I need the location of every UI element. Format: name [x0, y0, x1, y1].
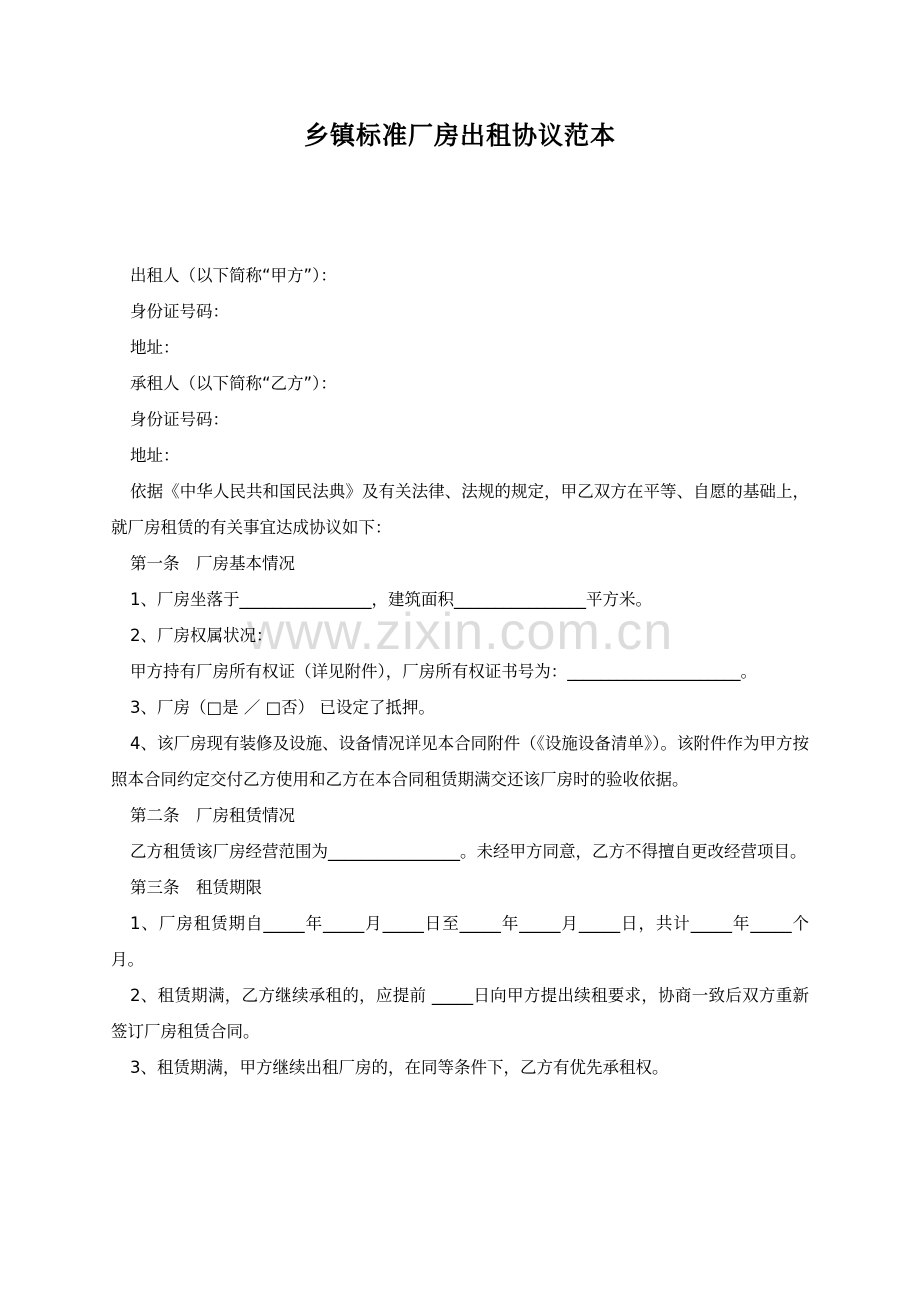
watermark: www.zixin.com.cn [246, 603, 674, 661]
article-2-clause: 乙方租赁该厂房经营范围为________________。未经甲方同意，乙方不得擅自更改经营项目。 [130, 842, 807, 861]
article-3-clause-3: 3、租赁期满，甲方继续出租厂房的，在同等条件下，乙方有优先承租权。 [130, 1058, 669, 1077]
lessor-address-line: 地址： [130, 338, 180, 357]
ownership-certificate-line: 甲方持有厂房所有权证（详见附件），厂房所有权证书号为：_____________________。 [130, 662, 757, 681]
preamble-paragraph: 依据《中华人民共和国民法典》及有关法律、法规的规定，甲乙双方在平等、自愿的基础上，就厂房租赁的有关事宜达成协议如下： [111, 482, 809, 537]
article-3-clause-2: 2、租赁期满，乙方继续承租的，应提前 _____日向甲方提出续租要求，协商一致后双方重新签订厂房租赁合同。 [111, 986, 809, 1041]
lessee-id-line: 身份证号码： [130, 410, 229, 429]
document-body [111, 258, 809, 1086]
article-3-heading: 第三条 租赁期限 [130, 878, 262, 897]
article-1-heading: 第一条 厂房基本情况 [130, 554, 295, 573]
article-1-clause-4: 4、该厂房现有装修及设施、设备情况详见本合同附件（《设施设备清单》）。该附件作为甲方按照本合同约定交付乙方使用和乙方在本合同租赁期满交还该厂房时的验收依据。 [111, 734, 809, 789]
lessor-id-line: 身份证号码： [130, 302, 229, 321]
article-1-clause-1: 1、厂房坐落于________________，建筑面积________________平方米。 [130, 590, 652, 609]
lessee-line: 承租人（以下简称“乙方”）： [130, 374, 337, 393]
lessee-address-line: 地址： [130, 446, 180, 465]
lessor-line: 出租人（以下简称“甲方”）： [130, 266, 337, 285]
article-1-clause-3: 3、厂房（□是 ／ □否） 已设定了抵押。 [130, 698, 435, 717]
article-3-clause-1: 1、厂房租赁期自_____年_____月_____日至_____年_____月_____日，共计_____年_____个月。 [111, 914, 809, 969]
article-1-clause-2: 2、厂房权属状况： [130, 626, 273, 645]
article-2-heading: 第二条 厂房租赁情况 [130, 806, 295, 825]
document-title: 乡镇标准厂房出租协议范本 [303, 121, 616, 150]
